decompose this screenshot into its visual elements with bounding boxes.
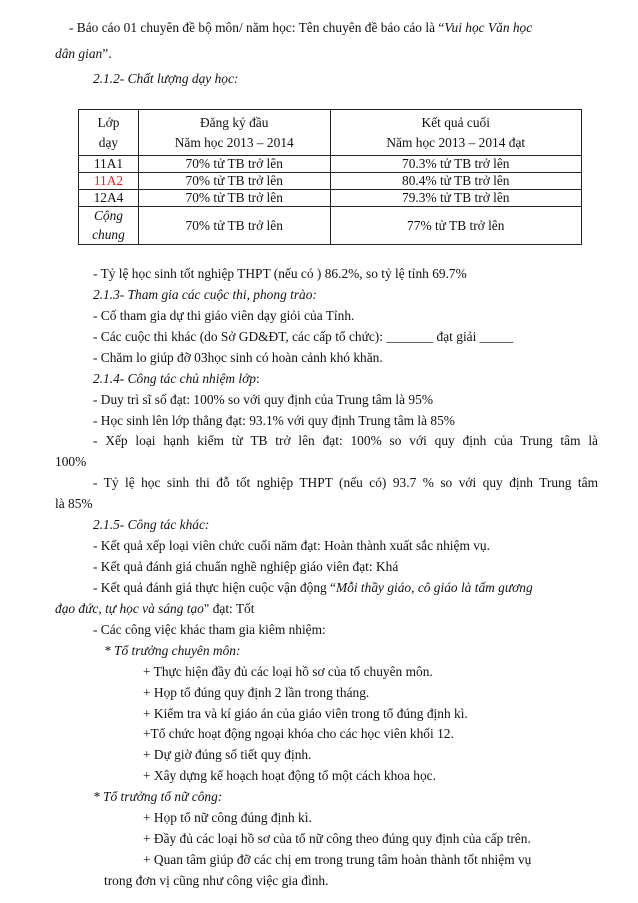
campaign-title-cont: đạo đức, tự học và sáng tạo bbox=[55, 601, 204, 616]
text: ”. bbox=[102, 46, 112, 61]
list-item: + Dự giờ đúng số tiết quy định. bbox=[143, 747, 312, 762]
line-xep-loai-vc: - Kết quả xếp loại viên chức cuối năm đạt: Hoàn thành xuất sắc nhiệm vụ. bbox=[93, 538, 490, 553]
line-bao-cao bbox=[69, 19, 532, 37]
cell-dang-ky: 70% tử TB trở lên bbox=[138, 190, 330, 207]
table-row bbox=[79, 173, 582, 190]
text: - Kết quả đánh giá thực hiện cuộc vận động “ bbox=[93, 580, 336, 595]
line-si-so: - Duy trì sĩ số đạt: 100% so với quy định của Trung tâm là 95% bbox=[93, 392, 433, 407]
table-total-row bbox=[79, 207, 582, 245]
list-item: + Họp tổ đúng quy định 2 lần trong tháng. bbox=[143, 685, 370, 700]
cell-dang-ky: 70% tử TB trở lên bbox=[138, 173, 330, 190]
line-cuoc-van-dong bbox=[93, 579, 533, 597]
topic-title: Vui học Văn học bbox=[444, 20, 533, 35]
cell-lop: 12A4 bbox=[79, 190, 139, 207]
heading-2-1-5: 2.1.5- Công tác khác: bbox=[93, 517, 210, 532]
list-item: + Thực hiện đầy đủ các loại hồ sơ của tổ chuyên môn. bbox=[143, 664, 433, 679]
heading-2-1-3: 2.1.3- Tham gia các cuộc thi, phong trào: bbox=[93, 287, 317, 302]
line-hanh-kiem: - Xếp loại hạnh kiểm từ TB trở lên đạt: 100% so với quy định của Trung tâm là bbox=[93, 433, 598, 448]
line-thi-do: - Tỷ lệ học sinh thi đỗ tốt nghiệp THPT (nếu có) 93.7 % so với quy định Trung tâm bbox=[93, 475, 598, 490]
line-tot-nghiep: - Tỷ lệ học sinh tốt nghiệp THPT (nếu có ) 86.2%, so tỷ lệ tỉnh 69.7% bbox=[93, 266, 467, 281]
cell-lop: 11A2 bbox=[79, 173, 139, 190]
list-item: + Kiểm tra và kí giáo án của giáo viên trong tổ đúng định kì. bbox=[143, 706, 468, 721]
list-item: +Tổ chức hoạt động ngoại khóa cho các học viên khối 12. bbox=[143, 726, 454, 741]
list-item: + Quan tâm giúp đỡ các chị em trong trung tâm hoàn thành tốt nhiệm vụ bbox=[143, 852, 532, 867]
text: " đạt: Tốt bbox=[203, 601, 255, 616]
cell-ket-qua: 80.4% tử TB trở lên bbox=[330, 173, 581, 190]
table-row bbox=[79, 190, 582, 207]
line-len-lop: - Học sinh lên lớp thẳng đạt: 93.1% với quy định Trung tâm là 85% bbox=[93, 413, 455, 428]
heading-to-truong-nc: * Tổ trưởng tổ nữ công: bbox=[93, 789, 223, 804]
heading-2-1-4 bbox=[93, 370, 260, 388]
line-thi-khac: - Các cuộc thi khác (do Sở GD&ĐT, các cấp tổ chức): _______ đạt giải _____ bbox=[93, 329, 514, 344]
line-chuan-nn: - Kết quả đánh giá chuẩn nghề nghiệp giáo viên đạt: Khá bbox=[93, 559, 399, 574]
cell-dang-ky: 70% tử TB trở lên bbox=[138, 156, 330, 173]
list-item: + Họp tổ nữ công đúng định kì. bbox=[143, 810, 312, 825]
line-hanh-kiem-cont: 100% bbox=[55, 454, 87, 469]
cell-total-label: Cộng chung bbox=[79, 207, 139, 245]
text: : bbox=[255, 371, 260, 386]
text: - Báo cáo 01 chuyên đề bộ môn/ năm học: Tên chuyên đề báo cáo là “ bbox=[69, 20, 445, 35]
line-thi-do-cont: là 85% bbox=[55, 496, 93, 511]
cell-total-ket-qua: 77% tử TB trở lên bbox=[330, 207, 581, 245]
heading-to-truong-cm: * Tổ trưởng chuyên môn: bbox=[104, 643, 241, 658]
list-item-cont: trong đơn vị cũng như công việc gia đình. bbox=[104, 873, 329, 888]
line-bao-cao-cont bbox=[55, 45, 112, 63]
cell-total-dang-ky: 70% tử TB trở lên bbox=[138, 207, 330, 245]
line-kiem-nhiem: - Các công việc khác tham gia kiêm nhiệm: bbox=[93, 622, 326, 637]
campaign-title: Mỗi thầy giáo, cô giáo là tấm gương bbox=[336, 580, 533, 595]
line-cuoc-van-dong-cont bbox=[55, 600, 254, 618]
topic-title-cont: dân gian bbox=[55, 46, 103, 61]
header-dang-ky: Đăng ký đầu Năm học 2013 – 2014 bbox=[138, 110, 330, 156]
cell-ket-qua: 70.3% tử TB trở lên bbox=[330, 156, 581, 173]
header-lop: Lớp dạy bbox=[79, 110, 139, 156]
cell-lop: 11A1 bbox=[79, 156, 139, 173]
table-header-row bbox=[79, 110, 582, 156]
line-thi-gv: - Cố tham gia dự thi giáo viên dạy giỏi của Tỉnh. bbox=[93, 308, 355, 323]
heading-text: 2.1.4- Công tác chủ nhiệm lớp bbox=[93, 371, 256, 386]
quality-table bbox=[78, 109, 582, 245]
line-cham-lo: - Chăm lo giúp đỡ 03học sinh có hoàn cảnh khó khăn. bbox=[93, 350, 383, 365]
header-ket-qua: Kết quả cuối Năm học 2013 – 2014 đạt bbox=[330, 110, 581, 156]
heading-2-1-2: 2.1.2- Chất lượng dạy học: bbox=[93, 71, 239, 86]
cell-ket-qua: 79.3% tử TB trở lên bbox=[330, 190, 581, 207]
list-item: + Đầy đủ các loại hồ sơ của tổ nữ công theo đúng quy định của cấp trên. bbox=[143, 831, 531, 846]
list-item: + Xây dựng kế hoạch hoạt động tổ một cách khoa học. bbox=[143, 768, 436, 783]
table-row bbox=[79, 156, 582, 173]
